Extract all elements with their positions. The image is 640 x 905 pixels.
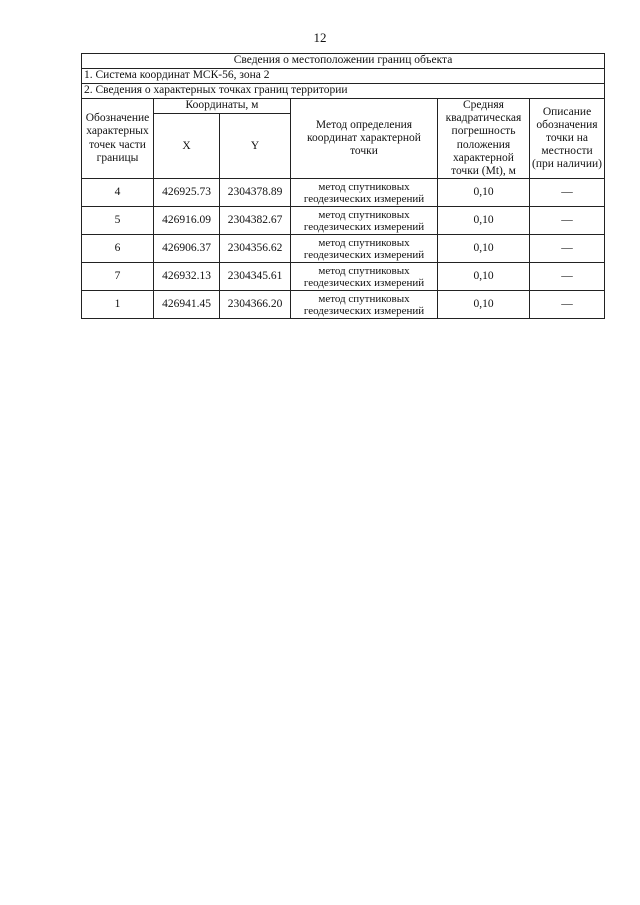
cell-method: метод спутниковых геодезических измерений — [291, 207, 438, 235]
cell-description: — — [530, 263, 605, 291]
points-section-title: 2. Сведения о характерных точках границ территории — [82, 84, 605, 99]
cell-method: метод спутниковых геодезических измерений — [291, 235, 438, 263]
cell-method: метод спутниковых геодезических измерений — [291, 291, 438, 319]
boundary-table — [81, 53, 605, 319]
table-title: Сведения о местоположении границ объекта — [82, 54, 605, 69]
header-x: X — [154, 114, 220, 179]
table-row — [82, 179, 605, 207]
cell-accuracy: 0,10 — [438, 207, 530, 235]
table-row — [82, 207, 605, 235]
cell-point: 7 — [82, 263, 154, 291]
cell-y: 2304366.20 — [220, 291, 291, 319]
header-coords: Координаты, м — [154, 99, 291, 114]
table-row — [82, 263, 605, 291]
cell-y: 2304345.61 — [220, 263, 291, 291]
cell-point: 4 — [82, 179, 154, 207]
cell-x: 426932.13 — [154, 263, 220, 291]
cell-y: 2304356.62 — [220, 235, 291, 263]
section-row — [82, 84, 605, 99]
header-row — [82, 99, 605, 114]
cell-point: 1 — [82, 291, 154, 319]
cell-description: — — [530, 235, 605, 263]
cell-description: — — [530, 207, 605, 235]
table-row — [82, 291, 605, 319]
cell-point: 5 — [82, 207, 154, 235]
cell-x: 426906.37 — [154, 235, 220, 263]
cell-method: метод спутниковых геодезических измерений — [291, 179, 438, 207]
cell-accuracy: 0,10 — [438, 235, 530, 263]
cell-accuracy: 0,10 — [438, 179, 530, 207]
cell-x: 426916.09 — [154, 207, 220, 235]
table-row — [82, 235, 605, 263]
cell-description: — — [530, 291, 605, 319]
cell-method: метод спутниковых геодезических измерений — [291, 263, 438, 291]
coordinate-system: 1. Система координат МСК-56, зона 2 — [82, 69, 605, 84]
cell-y: 2304378.89 — [220, 179, 291, 207]
cell-description: — — [530, 179, 605, 207]
header-point: Обозначение характерных точек части границы — [82, 99, 154, 179]
header-method: Метод определения координат характерной точки — [291, 99, 438, 179]
header-accuracy: Средняя квадратическая погрешность положения характерной точки (Mt), м — [438, 99, 530, 179]
cell-accuracy: 0,10 — [438, 291, 530, 319]
cell-x: 426925.73 — [154, 179, 220, 207]
header-description: Описание обозначения точки на местности (при наличии) — [530, 99, 605, 179]
table-title-row — [82, 54, 605, 69]
header-y: Y — [220, 114, 291, 179]
cell-y: 2304382.67 — [220, 207, 291, 235]
section-row — [82, 69, 605, 84]
page-number: 12 — [313, 30, 327, 45]
cell-x: 426941.45 — [154, 291, 220, 319]
cell-accuracy: 0,10 — [438, 263, 530, 291]
cell-point: 6 — [82, 235, 154, 263]
